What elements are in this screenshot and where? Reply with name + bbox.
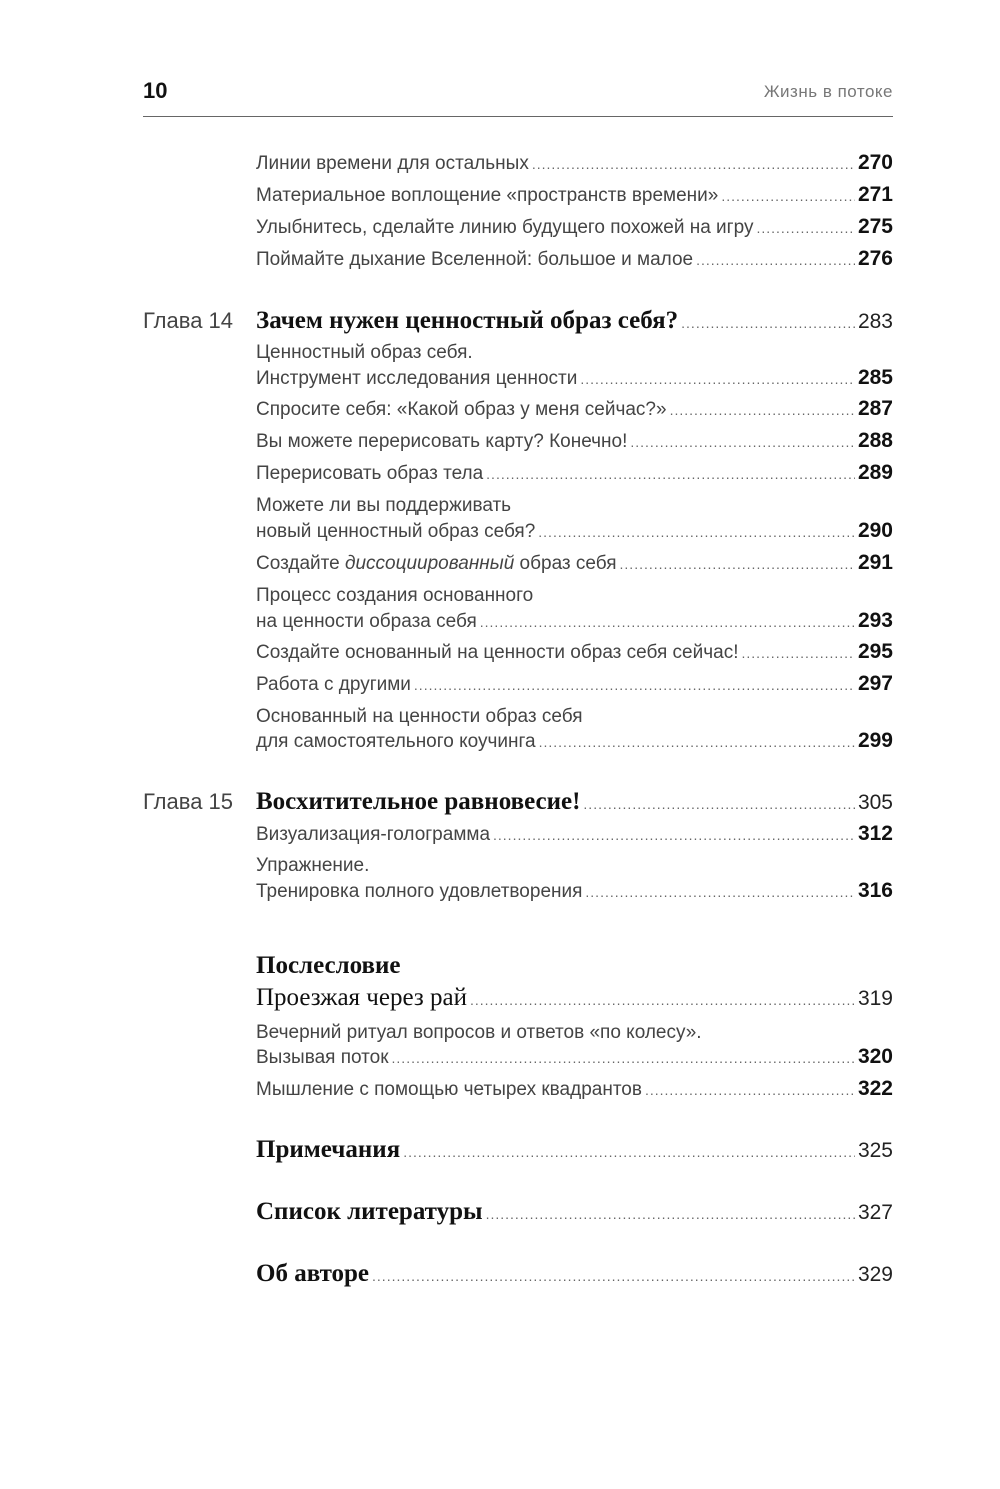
entry-title: Спросите себя: «Какой образ у меня сейчас?» xyxy=(256,399,667,420)
entry-title: новый ценностный образ себя? xyxy=(256,521,536,542)
title-part: Создайте xyxy=(256,553,345,574)
entry-title: для самостоятельного коучинга xyxy=(256,731,536,752)
back-matter-title: Об авторе xyxy=(256,1260,370,1287)
dot-leader xyxy=(670,396,855,424)
chapter-label: Глава 15 xyxy=(143,789,234,814)
afterword-heading: Послесловие xyxy=(256,952,401,979)
entry-page: 275 xyxy=(857,215,893,238)
entry-title: Визуализация-голограмма xyxy=(256,824,491,845)
entry-page: 291 xyxy=(857,551,893,574)
entry-page: 285 xyxy=(857,366,893,389)
dot-leader xyxy=(480,608,855,636)
entry-title: Линии времени для остальных xyxy=(256,153,529,174)
dot-leader xyxy=(645,1076,855,1104)
dot-leader xyxy=(756,214,855,242)
toc-entry[interactable] xyxy=(256,549,893,577)
entry-page: 312 xyxy=(857,822,893,845)
toc-entry[interactable] xyxy=(256,427,893,455)
afterword-page: 319 xyxy=(857,987,893,1010)
back-matter-page: 327 xyxy=(857,1201,893,1224)
entry-title: Работа с другими xyxy=(256,674,411,695)
entry-page: 316 xyxy=(857,879,893,902)
entry-page: 297 xyxy=(857,672,893,695)
back-matter-title: Примечания xyxy=(256,1136,401,1163)
dot-leader xyxy=(539,728,855,756)
entry-page: 322 xyxy=(857,1077,893,1100)
chapter-page: 283 xyxy=(857,310,893,333)
dot-leader xyxy=(630,428,855,456)
entry-title: Перерисовать образ тела xyxy=(256,463,484,484)
dot-leader xyxy=(493,821,855,849)
entry-line: Упражнение. xyxy=(256,855,370,876)
entry-title: на ценности образа себя xyxy=(256,611,477,632)
afterword-title: Проезжая через рай xyxy=(256,984,467,1011)
dot-leader xyxy=(585,878,855,906)
dot-leader xyxy=(532,150,855,178)
toc-entry[interactable] xyxy=(256,670,893,698)
title-part: образ себя xyxy=(514,553,617,574)
toc-entry[interactable] xyxy=(256,1043,893,1071)
toc-entry[interactable] xyxy=(256,364,893,392)
running-title: Жизнь в потоке xyxy=(763,82,893,101)
dot-leader xyxy=(486,460,855,488)
entry-page: 287 xyxy=(857,397,893,420)
chapter-page: 305 xyxy=(857,791,893,814)
toc-entry[interactable] xyxy=(256,149,893,177)
entry-title: Вы можете перерисовать карту? Конечно! xyxy=(256,431,628,452)
entry-page: 288 xyxy=(857,429,893,452)
toc-entry[interactable] xyxy=(256,877,893,905)
back-matter-entry[interactable] xyxy=(256,1257,893,1291)
page-number: 10 xyxy=(143,78,168,103)
entry-page: 270 xyxy=(857,151,893,174)
dot-leader xyxy=(414,671,855,699)
chapter-heading[interactable] xyxy=(256,785,893,819)
entry-page: 276 xyxy=(857,247,893,270)
back-matter-title: Список литературы xyxy=(256,1198,483,1225)
toc-entry[interactable] xyxy=(256,181,893,209)
toc-entry[interactable] xyxy=(256,727,893,755)
entry-title xyxy=(256,550,617,578)
back-matter-page: 325 xyxy=(857,1139,893,1162)
dot-leader xyxy=(538,518,855,546)
back-matter-entry[interactable] xyxy=(256,1195,893,1229)
dot-leader xyxy=(583,787,855,821)
back-matter-page: 329 xyxy=(857,1263,893,1286)
entry-title: Поймайте дыхание Вселенной: большое и малое xyxy=(256,249,694,270)
header-rule xyxy=(143,116,893,117)
entry-title: Материальное воплощение «пространств времени» xyxy=(256,185,719,206)
afterword-entry[interactable] xyxy=(256,981,893,1015)
entry-title: Инструмент исследования ценности xyxy=(256,368,578,389)
dot-leader xyxy=(392,1044,855,1072)
entry-line: Вечерний ритуал вопросов и ответов «по колесу». xyxy=(256,1022,702,1043)
entry-title: Создайте основанный на ценности образ себя сейчас! xyxy=(256,642,739,663)
entry-page: 299 xyxy=(857,729,893,752)
entry-line: Основанный на ценности образ себя xyxy=(256,706,583,727)
toc-entry[interactable] xyxy=(256,213,893,241)
dot-leader xyxy=(721,182,855,210)
toc-entry[interactable] xyxy=(256,459,893,487)
toc-entry[interactable] xyxy=(256,638,893,666)
entry-title: Тренировка полного удовлетворения xyxy=(256,881,583,902)
dot-leader xyxy=(741,639,854,667)
toc-entry[interactable] xyxy=(256,245,893,273)
entry-title: Улыбнитесь, сделайте линию будущего похожей на игру xyxy=(256,217,754,238)
entry-page: 290 xyxy=(857,519,893,542)
dot-leader xyxy=(403,1135,855,1169)
dot-leader xyxy=(696,246,855,274)
entry-page: 320 xyxy=(857,1045,893,1068)
dot-leader xyxy=(372,1259,855,1293)
dot-leader xyxy=(486,1197,855,1231)
toc-entry[interactable] xyxy=(256,820,893,848)
dot-leader xyxy=(620,550,855,578)
dot-leader xyxy=(580,365,855,393)
toc-entry[interactable] xyxy=(256,517,893,545)
entry-page: 295 xyxy=(857,640,893,663)
entry-title: Мышление с помощью четырех квадрантов xyxy=(256,1079,642,1100)
entry-title: Вызывая поток xyxy=(256,1047,389,1068)
back-matter-entry[interactable] xyxy=(256,1133,893,1167)
chapter-title: Зачем нужен ценностный образ себя? xyxy=(256,307,679,334)
toc-entry[interactable] xyxy=(256,395,893,423)
entry-page: 293 xyxy=(857,609,893,632)
chapter-label: Глава 14 xyxy=(143,308,234,333)
chapter-title: Восхитительное равновесие! xyxy=(256,788,581,815)
entry-line: Ценностный образ себя. xyxy=(256,342,473,363)
entry-page: 289 xyxy=(857,461,893,484)
dot-leader xyxy=(681,306,855,340)
chapter-heading[interactable] xyxy=(256,304,893,338)
dot-leader xyxy=(470,983,855,1017)
entry-line: Можете ли вы поддерживать xyxy=(256,495,512,516)
toc-entry[interactable] xyxy=(256,1075,893,1103)
title-italic: диссоциированный xyxy=(344,553,515,574)
toc-entry[interactable] xyxy=(256,607,893,635)
entry-page: 271 xyxy=(857,183,893,206)
entry-line: Процесс создания основанного xyxy=(256,585,534,606)
